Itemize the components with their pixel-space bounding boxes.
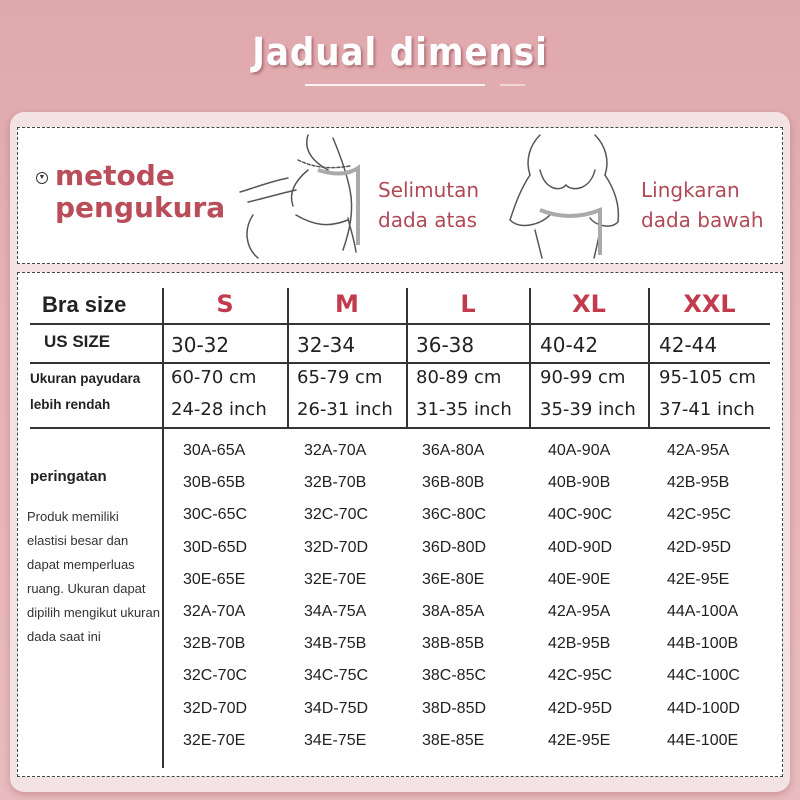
cup-size-item: 32D-70D <box>183 699 248 717</box>
size-header-xxl: XXL <box>683 290 736 318</box>
size-header-l: L <box>460 290 476 318</box>
cup-size-item: 42C-95C <box>548 667 613 685</box>
under-bust-inch-s: 24-28 inch <box>171 399 267 420</box>
table-divider-1 <box>30 323 770 325</box>
cup-size-item: 36E-80E <box>422 570 485 588</box>
cup-size-item: 42A-95A <box>667 442 730 459</box>
note-body: Produk memiliki elastisi besar dan dapat memperluas ruang. Ukuran dapat dipilih mengikut ukuran dada saat ini <box>27 509 160 644</box>
cup-size-item: 40C-90C <box>548 506 613 524</box>
cup-size-item: 32E-70E <box>304 570 367 588</box>
upper-bust-label-line2: dada atas <box>378 208 478 232</box>
under-bust-xxl <box>659 362 756 426</box>
cup-size-list-xxl <box>667 435 740 757</box>
under-bust-l <box>416 362 512 426</box>
cup-size-item: 38A-85A <box>422 602 485 620</box>
under-bust-m <box>297 362 393 426</box>
under-bust-label <box>641 175 764 235</box>
cup-size-item: 30B-65B <box>183 474 246 492</box>
method-heading: metode pengukura <box>55 159 226 224</box>
cup-size-item: 32D-70D <box>304 538 369 556</box>
cup-size-item: 42B-95B <box>667 474 730 492</box>
note-title: peringatan <box>30 468 107 485</box>
table-col-divider-lower <box>162 428 164 768</box>
cup-size-item: 34B-75B <box>304 635 367 653</box>
cup-size-item: 34D-75D <box>304 699 369 717</box>
under-bust-cm-xxl: 95-105 cm <box>659 367 756 388</box>
cup-size-list-s <box>183 435 247 757</box>
cup-size-list-m <box>304 435 368 757</box>
cup-size-item: 42E-95E <box>548 731 611 749</box>
cup-size-item: 42B-95B <box>548 635 611 653</box>
bra-size-header: Bra size <box>42 292 127 317</box>
page-title: Jadual dimensi <box>252 30 548 74</box>
upper-bust-label <box>378 175 479 235</box>
cup-size-item: 42C-95C <box>667 506 732 524</box>
cup-size-item: 32C-70C <box>183 667 248 685</box>
cup-size-list-xl <box>548 435 612 757</box>
cup-size-item: 36A-80A <box>422 442 485 459</box>
title-underline-accent <box>500 84 525 86</box>
us-size-xxl: 42-44 <box>659 333 718 357</box>
cup-size-item: 34C-75C <box>304 667 369 685</box>
dropdown-bullet-icon: ▼ <box>36 172 48 184</box>
cup-size-item: 32B-70B <box>183 635 246 653</box>
cup-size-item: 38B-85B <box>422 635 485 653</box>
under-bust-cm-l: 80-89 cm <box>416 367 502 388</box>
under-bust-label-line2: dada bawah <box>641 208 764 232</box>
under-bust-row-label-line1: Ukuran payudara <box>30 371 141 386</box>
title-underline <box>305 84 485 86</box>
under-bust-inch-l: 31-35 inch <box>416 399 512 420</box>
cup-size-item: 36B-80B <box>422 474 485 492</box>
us-size-l: 36-38 <box>416 333 475 357</box>
table-divider-3 <box>30 427 770 429</box>
cup-size-item: 44B-100B <box>667 635 739 653</box>
us-size-s: 30-32 <box>171 333 230 357</box>
under-bust-inch-xl: 35-39 inch <box>540 399 636 420</box>
cup-size-item: 42E-95E <box>667 570 730 588</box>
cup-size-item: 30D-65D <box>183 538 248 556</box>
under-bust-inch-xxl: 37-41 inch <box>659 399 755 420</box>
cup-size-item: 40E-90E <box>548 570 611 588</box>
us-size-m: 32-34 <box>297 333 356 357</box>
cup-size-item: 40A-90A <box>548 442 611 459</box>
cup-size-item: 32B-70B <box>304 474 367 492</box>
cup-size-item: 30C-65C <box>183 506 248 524</box>
under-bust-cm-m: 65-79 cm <box>297 367 383 388</box>
cup-size-item: 32A-70A <box>304 442 367 459</box>
under-bust-cm-s: 60-70 cm <box>171 367 257 388</box>
cup-size-item: 40B-90B <box>548 474 611 492</box>
cup-size-item: 32A-70A <box>183 602 246 620</box>
cup-size-item: 34A-75A <box>304 602 367 620</box>
us-size-label: US SIZE <box>44 332 111 351</box>
cup-size-item: 44A-100A <box>667 602 739 620</box>
under-bust-inch-m: 26-31 inch <box>297 399 393 420</box>
size-header-s: S <box>216 290 234 318</box>
cup-size-item: 42A-95A <box>548 602 611 620</box>
upper-bust-illustration <box>238 130 373 260</box>
cup-size-item: 40D-90D <box>548 538 613 556</box>
cup-size-item: 38E-85E <box>422 731 485 749</box>
cup-size-item: 32E-70E <box>183 731 246 749</box>
upper-bust-label-line1: Selimutan <box>378 178 480 202</box>
cup-size-item: 44C-100C <box>667 667 740 685</box>
under-bust-row-label <box>30 366 140 418</box>
cup-size-item: 34E-75E <box>304 731 367 749</box>
cup-size-item: 44D-100D <box>667 699 740 717</box>
size-header-xl: XL <box>572 290 606 318</box>
under-bust-label-line1: Lingkaran <box>641 178 740 202</box>
cup-size-item: 32C-70C <box>304 506 369 524</box>
size-header-m: M <box>335 290 359 318</box>
under-bust-cm-xl: 90-99 cm <box>540 367 626 388</box>
under-bust-row-label-line2: lebih rendah <box>30 397 111 412</box>
under-bust-s <box>171 362 267 426</box>
cup-size-item: 42D-95D <box>667 538 732 556</box>
under-bust-xl <box>540 362 636 426</box>
cup-size-item: 30A-65A <box>183 442 246 459</box>
under-bust-illustration <box>500 130 635 260</box>
cup-size-item: 38D-85D <box>422 699 487 717</box>
cup-size-item: 36D-80D <box>422 538 487 556</box>
cup-size-list-l <box>422 435 486 757</box>
cup-size-item: 38C-85C <box>422 667 487 685</box>
cup-size-item: 36C-80C <box>422 506 487 524</box>
us-size-xl: 40-42 <box>540 333 599 357</box>
cup-size-item: 30E-65E <box>183 570 246 588</box>
cup-size-item: 44E-100E <box>667 731 739 749</box>
cup-size-item: 42D-95D <box>548 699 613 717</box>
